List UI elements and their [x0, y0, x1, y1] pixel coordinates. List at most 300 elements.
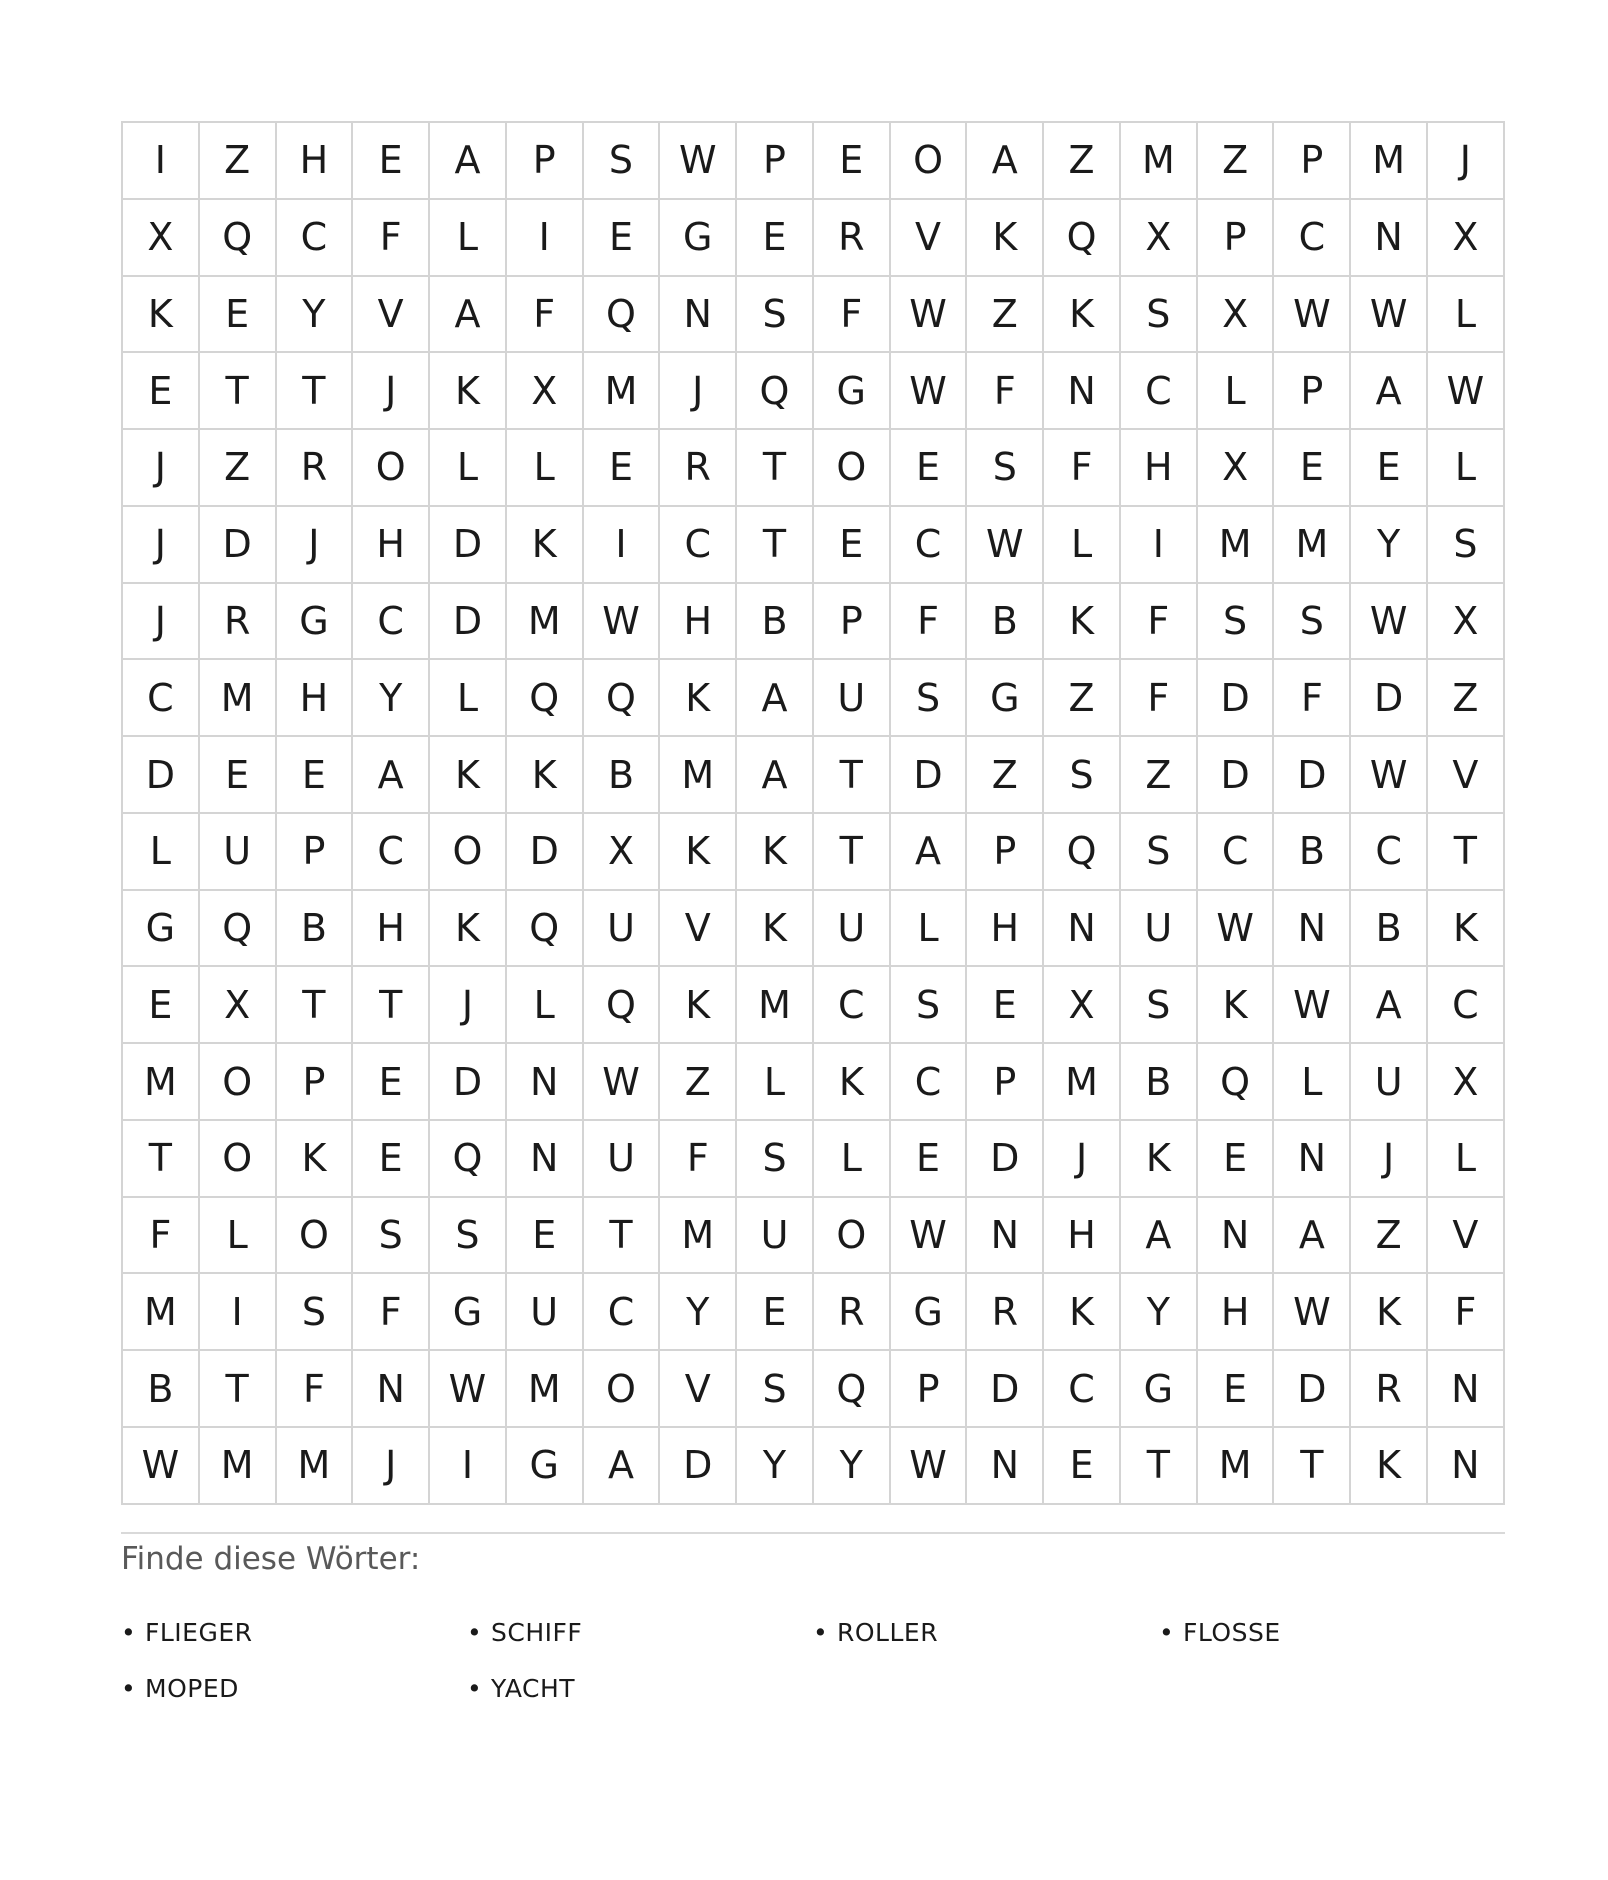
- grid-cell[interactable]: G: [123, 891, 200, 968]
- grid-cell[interactable]: F: [891, 584, 968, 661]
- grid-cell[interactable]: U: [584, 891, 661, 968]
- grid-cell[interactable]: D: [891, 737, 968, 814]
- grid-cell[interactable]: U: [737, 1198, 814, 1275]
- grid-cell[interactable]: B: [1274, 814, 1351, 891]
- grid-cell[interactable]: D: [1274, 1351, 1351, 1428]
- grid-cell[interactable]: T: [200, 353, 277, 430]
- grid-cell[interactable]: F: [123, 1198, 200, 1275]
- grid-cell[interactable]: G: [1121, 1351, 1198, 1428]
- grid-cell[interactable]: Y: [353, 660, 430, 737]
- grid-cell[interactable]: W: [660, 123, 737, 200]
- grid-cell[interactable]: T: [814, 814, 891, 891]
- grid-cell[interactable]: N: [1274, 891, 1351, 968]
- grid-cell[interactable]: N: [507, 1044, 584, 1121]
- grid-cell[interactable]: S: [967, 430, 1044, 507]
- grid-cell[interactable]: A: [584, 1428, 661, 1505]
- grid-cell[interactable]: L: [737, 1044, 814, 1121]
- grid-cell[interactable]: K: [430, 891, 507, 968]
- grid-cell[interactable]: M: [200, 1428, 277, 1505]
- grid-cell[interactable]: O: [814, 430, 891, 507]
- grid-cell[interactable]: Y: [1351, 507, 1428, 584]
- grid-cell[interactable]: X: [584, 814, 661, 891]
- grid-cell[interactable]: M: [123, 1044, 200, 1121]
- grid-cell[interactable]: S: [277, 1274, 354, 1351]
- grid-cell[interactable]: K: [1044, 1274, 1121, 1351]
- grid-cell[interactable]: S: [1121, 814, 1198, 891]
- grid-cell[interactable]: Q: [200, 200, 277, 277]
- grid-cell[interactable]: E: [353, 1121, 430, 1198]
- grid-cell[interactable]: S: [737, 277, 814, 354]
- grid-cell[interactable]: R: [277, 430, 354, 507]
- grid-cell[interactable]: S: [737, 1121, 814, 1198]
- grid-cell[interactable]: F: [1428, 1274, 1505, 1351]
- grid-cell[interactable]: D: [200, 507, 277, 584]
- grid-cell[interactable]: W: [1351, 277, 1428, 354]
- grid-cell[interactable]: F: [507, 277, 584, 354]
- grid-cell[interactable]: K: [814, 1044, 891, 1121]
- grid-cell[interactable]: Q: [507, 891, 584, 968]
- grid-cell[interactable]: J: [660, 353, 737, 430]
- grid-cell[interactable]: H: [1044, 1198, 1121, 1275]
- grid-cell[interactable]: K: [1351, 1274, 1428, 1351]
- grid-cell[interactable]: M: [1198, 507, 1275, 584]
- grid-cell[interactable]: A: [737, 737, 814, 814]
- grid-cell[interactable]: A: [1121, 1198, 1198, 1275]
- grid-cell[interactable]: J: [353, 353, 430, 430]
- grid-cell[interactable]: H: [967, 891, 1044, 968]
- grid-cell[interactable]: P: [967, 814, 1044, 891]
- grid-cell[interactable]: H: [277, 660, 354, 737]
- grid-cell[interactable]: P: [277, 814, 354, 891]
- grid-cell[interactable]: K: [507, 737, 584, 814]
- grid-cell[interactable]: D: [660, 1428, 737, 1505]
- grid-cell[interactable]: E: [814, 507, 891, 584]
- grid-cell[interactable]: E: [1274, 430, 1351, 507]
- grid-cell[interactable]: I: [1121, 507, 1198, 584]
- grid-cell[interactable]: C: [277, 200, 354, 277]
- grid-cell[interactable]: K: [1044, 584, 1121, 661]
- grid-cell[interactable]: H: [660, 584, 737, 661]
- grid-cell[interactable]: D: [1351, 660, 1428, 737]
- grid-cell[interactable]: F: [1274, 660, 1351, 737]
- grid-cell[interactable]: P: [1198, 200, 1275, 277]
- grid-cell[interactable]: C: [584, 1274, 661, 1351]
- grid-cell[interactable]: L: [1428, 430, 1505, 507]
- grid-cell[interactable]: Q: [814, 1351, 891, 1428]
- grid-cell[interactable]: X: [1428, 584, 1505, 661]
- grid-cell[interactable]: S: [353, 1198, 430, 1275]
- grid-cell[interactable]: Z: [200, 123, 277, 200]
- grid-cell[interactable]: W: [891, 353, 968, 430]
- grid-cell[interactable]: S: [1274, 584, 1351, 661]
- grid-cell[interactable]: G: [967, 660, 1044, 737]
- grid-cell[interactable]: A: [737, 660, 814, 737]
- grid-cell[interactable]: F: [353, 200, 430, 277]
- grid-cell[interactable]: S: [430, 1198, 507, 1275]
- grid-cell[interactable]: W: [584, 1044, 661, 1121]
- grid-cell[interactable]: T: [277, 967, 354, 1044]
- grid-cell[interactable]: K: [430, 737, 507, 814]
- grid-cell[interactable]: E: [891, 1121, 968, 1198]
- grid-cell[interactable]: C: [1274, 200, 1351, 277]
- grid-cell[interactable]: Z: [200, 430, 277, 507]
- grid-cell[interactable]: O: [277, 1198, 354, 1275]
- grid-cell[interactable]: A: [1274, 1198, 1351, 1275]
- grid-cell[interactable]: J: [353, 1428, 430, 1505]
- grid-cell[interactable]: F: [814, 277, 891, 354]
- grid-cell[interactable]: C: [123, 660, 200, 737]
- grid-cell[interactable]: W: [430, 1351, 507, 1428]
- grid-cell[interactable]: E: [507, 1198, 584, 1275]
- grid-cell[interactable]: W: [891, 1428, 968, 1505]
- grid-cell[interactable]: R: [814, 1274, 891, 1351]
- grid-cell[interactable]: T: [1428, 814, 1505, 891]
- grid-cell[interactable]: L: [1274, 1044, 1351, 1121]
- grid-cell[interactable]: W: [1274, 1274, 1351, 1351]
- grid-cell[interactable]: A: [1351, 353, 1428, 430]
- grid-cell[interactable]: L: [1428, 1121, 1505, 1198]
- grid-cell[interactable]: T: [814, 737, 891, 814]
- grid-cell[interactable]: K: [430, 353, 507, 430]
- grid-cell[interactable]: D: [1198, 737, 1275, 814]
- grid-cell[interactable]: Q: [584, 660, 661, 737]
- grid-cell[interactable]: M: [1274, 507, 1351, 584]
- grid-cell[interactable]: V: [353, 277, 430, 354]
- grid-cell[interactable]: R: [200, 584, 277, 661]
- grid-cell[interactable]: M: [660, 737, 737, 814]
- grid-cell[interactable]: M: [1198, 1428, 1275, 1505]
- grid-cell[interactable]: N: [1198, 1198, 1275, 1275]
- grid-cell[interactable]: Q: [1044, 200, 1121, 277]
- grid-cell[interactable]: W: [1274, 967, 1351, 1044]
- grid-cell[interactable]: V: [1428, 1198, 1505, 1275]
- grid-cell[interactable]: E: [1351, 430, 1428, 507]
- grid-cell[interactable]: D: [430, 584, 507, 661]
- grid-cell[interactable]: R: [814, 200, 891, 277]
- grid-cell[interactable]: M: [737, 967, 814, 1044]
- grid-cell[interactable]: I: [507, 200, 584, 277]
- grid-cell[interactable]: K: [277, 1121, 354, 1198]
- grid-cell[interactable]: Q: [584, 277, 661, 354]
- grid-cell[interactable]: H: [1121, 430, 1198, 507]
- grid-cell[interactable]: N: [1428, 1428, 1505, 1505]
- grid-cell[interactable]: P: [277, 1044, 354, 1121]
- grid-cell[interactable]: Q: [200, 891, 277, 968]
- grid-cell[interactable]: T: [1121, 1428, 1198, 1505]
- grid-cell[interactable]: P: [1274, 353, 1351, 430]
- grid-cell[interactable]: G: [660, 200, 737, 277]
- grid-cell[interactable]: Q: [584, 967, 661, 1044]
- grid-cell[interactable]: D: [967, 1121, 1044, 1198]
- grid-cell[interactable]: U: [507, 1274, 584, 1351]
- grid-cell[interactable]: D: [967, 1351, 1044, 1428]
- grid-cell[interactable]: K: [737, 814, 814, 891]
- grid-cell[interactable]: X: [1428, 200, 1505, 277]
- grid-cell[interactable]: P: [891, 1351, 968, 1428]
- grid-cell[interactable]: E: [123, 353, 200, 430]
- grid-cell[interactable]: Y: [814, 1428, 891, 1505]
- grid-cell[interactable]: T: [353, 967, 430, 1044]
- grid-cell[interactable]: C: [891, 1044, 968, 1121]
- grid-cell[interactable]: L: [814, 1121, 891, 1198]
- grid-cell[interactable]: O: [200, 1121, 277, 1198]
- grid-cell[interactable]: E: [353, 123, 430, 200]
- grid-cell[interactable]: C: [353, 584, 430, 661]
- grid-cell[interactable]: B: [584, 737, 661, 814]
- grid-cell[interactable]: H: [277, 123, 354, 200]
- grid-cell[interactable]: U: [1351, 1044, 1428, 1121]
- grid-cell[interactable]: F: [967, 353, 1044, 430]
- grid-cell[interactable]: B: [737, 584, 814, 661]
- grid-cell[interactable]: V: [660, 891, 737, 968]
- grid-cell[interactable]: Y: [737, 1428, 814, 1505]
- grid-cell[interactable]: L: [507, 967, 584, 1044]
- grid-cell[interactable]: A: [430, 277, 507, 354]
- grid-cell[interactable]: L: [1198, 353, 1275, 430]
- grid-cell[interactable]: T: [737, 507, 814, 584]
- grid-cell[interactable]: A: [967, 123, 1044, 200]
- grid-cell[interactable]: E: [277, 737, 354, 814]
- grid-cell[interactable]: M: [1351, 123, 1428, 200]
- grid-cell[interactable]: P: [814, 584, 891, 661]
- grid-cell[interactable]: U: [200, 814, 277, 891]
- grid-cell[interactable]: W: [1428, 353, 1505, 430]
- grid-cell[interactable]: S: [1121, 967, 1198, 1044]
- grid-cell[interactable]: G: [507, 1428, 584, 1505]
- grid-cell[interactable]: C: [891, 507, 968, 584]
- grid-cell[interactable]: J: [1044, 1121, 1121, 1198]
- grid-cell[interactable]: K: [123, 277, 200, 354]
- grid-cell[interactable]: K: [660, 814, 737, 891]
- grid-cell[interactable]: B: [123, 1351, 200, 1428]
- grid-cell[interactable]: F: [1121, 660, 1198, 737]
- grid-cell[interactable]: M: [1121, 123, 1198, 200]
- grid-cell[interactable]: N: [967, 1198, 1044, 1275]
- grid-cell[interactable]: B: [1351, 891, 1428, 968]
- grid-cell[interactable]: S: [1121, 277, 1198, 354]
- grid-cell[interactable]: M: [1044, 1044, 1121, 1121]
- grid-cell[interactable]: T: [200, 1351, 277, 1428]
- grid-cell[interactable]: L: [430, 430, 507, 507]
- grid-cell[interactable]: N: [1428, 1351, 1505, 1428]
- grid-cell[interactable]: F: [1044, 430, 1121, 507]
- grid-cell[interactable]: E: [967, 967, 1044, 1044]
- grid-cell[interactable]: Q: [1044, 814, 1121, 891]
- grid-cell[interactable]: E: [353, 1044, 430, 1121]
- grid-cell[interactable]: K: [1044, 277, 1121, 354]
- grid-cell[interactable]: A: [891, 814, 968, 891]
- grid-cell[interactable]: V: [660, 1351, 737, 1428]
- grid-cell[interactable]: D: [430, 507, 507, 584]
- grid-cell[interactable]: Z: [660, 1044, 737, 1121]
- grid-cell[interactable]: F: [353, 1274, 430, 1351]
- grid-cell[interactable]: U: [814, 891, 891, 968]
- grid-cell[interactable]: O: [891, 123, 968, 200]
- grid-cell[interactable]: U: [814, 660, 891, 737]
- grid-cell[interactable]: K: [1351, 1428, 1428, 1505]
- grid-cell[interactable]: S: [584, 123, 661, 200]
- grid-cell[interactable]: G: [430, 1274, 507, 1351]
- grid-cell[interactable]: L: [891, 891, 968, 968]
- grid-cell[interactable]: V: [1428, 737, 1505, 814]
- grid-cell[interactable]: C: [1044, 1351, 1121, 1428]
- grid-cell[interactable]: N: [507, 1121, 584, 1198]
- grid-cell[interactable]: K: [1198, 967, 1275, 1044]
- grid-cell[interactable]: C: [660, 507, 737, 584]
- grid-cell[interactable]: J: [123, 507, 200, 584]
- grid-cell[interactable]: C: [1198, 814, 1275, 891]
- grid-cell[interactable]: Y: [660, 1274, 737, 1351]
- grid-cell[interactable]: E: [584, 200, 661, 277]
- grid-cell[interactable]: K: [1121, 1121, 1198, 1198]
- grid-cell[interactable]: L: [430, 660, 507, 737]
- grid-cell[interactable]: H: [353, 891, 430, 968]
- grid-cell[interactable]: D: [507, 814, 584, 891]
- grid-cell[interactable]: A: [430, 123, 507, 200]
- grid-cell[interactable]: X: [1121, 200, 1198, 277]
- grid-cell[interactable]: K: [507, 507, 584, 584]
- grid-cell[interactable]: C: [353, 814, 430, 891]
- grid-cell[interactable]: R: [660, 430, 737, 507]
- grid-cell[interactable]: M: [660, 1198, 737, 1275]
- grid-cell[interactable]: T: [737, 430, 814, 507]
- grid-cell[interactable]: X: [200, 967, 277, 1044]
- grid-cell[interactable]: P: [737, 123, 814, 200]
- grid-cell[interactable]: W: [967, 507, 1044, 584]
- grid-cell[interactable]: W: [584, 584, 661, 661]
- grid-cell[interactable]: W: [891, 1198, 968, 1275]
- grid-cell[interactable]: D: [123, 737, 200, 814]
- grid-cell[interactable]: S: [737, 1351, 814, 1428]
- grid-cell[interactable]: N: [1274, 1121, 1351, 1198]
- grid-cell[interactable]: A: [1351, 967, 1428, 1044]
- grid-cell[interactable]: N: [967, 1428, 1044, 1505]
- grid-cell[interactable]: I: [430, 1428, 507, 1505]
- grid-cell[interactable]: C: [1428, 967, 1505, 1044]
- grid-cell[interactable]: G: [814, 353, 891, 430]
- grid-cell[interactable]: E: [891, 430, 968, 507]
- grid-cell[interactable]: Y: [277, 277, 354, 354]
- grid-cell[interactable]: Z: [1198, 123, 1275, 200]
- grid-cell[interactable]: W: [891, 277, 968, 354]
- grid-cell[interactable]: Y: [1121, 1274, 1198, 1351]
- grid-cell[interactable]: Z: [1044, 660, 1121, 737]
- grid-cell[interactable]: G: [277, 584, 354, 661]
- grid-cell[interactable]: K: [737, 891, 814, 968]
- grid-cell[interactable]: L: [507, 430, 584, 507]
- grid-cell[interactable]: E: [584, 430, 661, 507]
- grid-cell[interactable]: I: [200, 1274, 277, 1351]
- grid-cell[interactable]: Q: [507, 660, 584, 737]
- grid-cell[interactable]: J: [277, 507, 354, 584]
- grid-cell[interactable]: M: [277, 1428, 354, 1505]
- grid-cell[interactable]: L: [430, 200, 507, 277]
- grid-cell[interactable]: A: [353, 737, 430, 814]
- grid-cell[interactable]: X: [507, 353, 584, 430]
- grid-cell[interactable]: R: [1351, 1351, 1428, 1428]
- grid-cell[interactable]: W: [123, 1428, 200, 1505]
- grid-cell[interactable]: Q: [1198, 1044, 1275, 1121]
- grid-cell[interactable]: Q: [430, 1121, 507, 1198]
- grid-cell[interactable]: B: [967, 584, 1044, 661]
- grid-cell[interactable]: L: [1428, 277, 1505, 354]
- grid-cell[interactable]: S: [1198, 584, 1275, 661]
- grid-cell[interactable]: C: [814, 967, 891, 1044]
- grid-cell[interactable]: D: [430, 1044, 507, 1121]
- grid-cell[interactable]: B: [277, 891, 354, 968]
- grid-cell[interactable]: E: [737, 200, 814, 277]
- grid-cell[interactable]: U: [1121, 891, 1198, 968]
- grid-cell[interactable]: S: [891, 967, 968, 1044]
- grid-cell[interactable]: E: [123, 967, 200, 1044]
- grid-cell[interactable]: S: [1044, 737, 1121, 814]
- grid-cell[interactable]: S: [1428, 507, 1505, 584]
- grid-cell[interactable]: J: [430, 967, 507, 1044]
- grid-cell[interactable]: T: [584, 1198, 661, 1275]
- grid-cell[interactable]: D: [1274, 737, 1351, 814]
- grid-cell[interactable]: X: [1198, 430, 1275, 507]
- grid-cell[interactable]: P: [967, 1044, 1044, 1121]
- grid-cell[interactable]: C: [1351, 814, 1428, 891]
- grid-cell[interactable]: B: [1121, 1044, 1198, 1121]
- grid-cell[interactable]: M: [584, 353, 661, 430]
- grid-cell[interactable]: E: [200, 277, 277, 354]
- grid-cell[interactable]: J: [1351, 1121, 1428, 1198]
- grid-cell[interactable]: E: [200, 737, 277, 814]
- grid-cell[interactable]: O: [814, 1198, 891, 1275]
- grid-cell[interactable]: P: [1274, 123, 1351, 200]
- grid-cell[interactable]: E: [814, 123, 891, 200]
- grid-cell[interactable]: E: [737, 1274, 814, 1351]
- grid-cell[interactable]: F: [660, 1121, 737, 1198]
- grid-cell[interactable]: K: [660, 967, 737, 1044]
- grid-cell[interactable]: K: [1428, 891, 1505, 968]
- grid-cell[interactable]: C: [1121, 353, 1198, 430]
- grid-cell[interactable]: U: [584, 1121, 661, 1198]
- grid-cell[interactable]: Q: [737, 353, 814, 430]
- grid-cell[interactable]: N: [660, 277, 737, 354]
- grid-cell[interactable]: J: [1428, 123, 1505, 200]
- grid-cell[interactable]: R: [967, 1274, 1044, 1351]
- grid-cell[interactable]: Z: [1428, 660, 1505, 737]
- grid-cell[interactable]: M: [507, 584, 584, 661]
- grid-cell[interactable]: X: [123, 200, 200, 277]
- grid-cell[interactable]: N: [353, 1351, 430, 1428]
- grid-cell[interactable]: S: [891, 660, 968, 737]
- grid-cell[interactable]: Z: [1351, 1198, 1428, 1275]
- grid-cell[interactable]: M: [200, 660, 277, 737]
- grid-cell[interactable]: H: [353, 507, 430, 584]
- grid-cell[interactable]: M: [123, 1274, 200, 1351]
- grid-cell[interactable]: E: [1044, 1428, 1121, 1505]
- grid-cell[interactable]: Z: [1044, 123, 1121, 200]
- grid-cell[interactable]: N: [1044, 353, 1121, 430]
- grid-cell[interactable]: G: [891, 1274, 968, 1351]
- grid-cell[interactable]: J: [123, 584, 200, 661]
- grid-cell[interactable]: I: [123, 123, 200, 200]
- grid-cell[interactable]: J: [123, 430, 200, 507]
- grid-cell[interactable]: Z: [1121, 737, 1198, 814]
- grid-cell[interactable]: F: [1121, 584, 1198, 661]
- grid-cell[interactable]: M: [507, 1351, 584, 1428]
- grid-cell[interactable]: W: [1198, 891, 1275, 968]
- grid-cell[interactable]: X: [1198, 277, 1275, 354]
- grid-cell[interactable]: L: [200, 1198, 277, 1275]
- grid-cell[interactable]: V: [891, 200, 968, 277]
- grid-cell[interactable]: W: [1351, 737, 1428, 814]
- grid-cell[interactable]: O: [584, 1351, 661, 1428]
- grid-cell[interactable]: O: [430, 814, 507, 891]
